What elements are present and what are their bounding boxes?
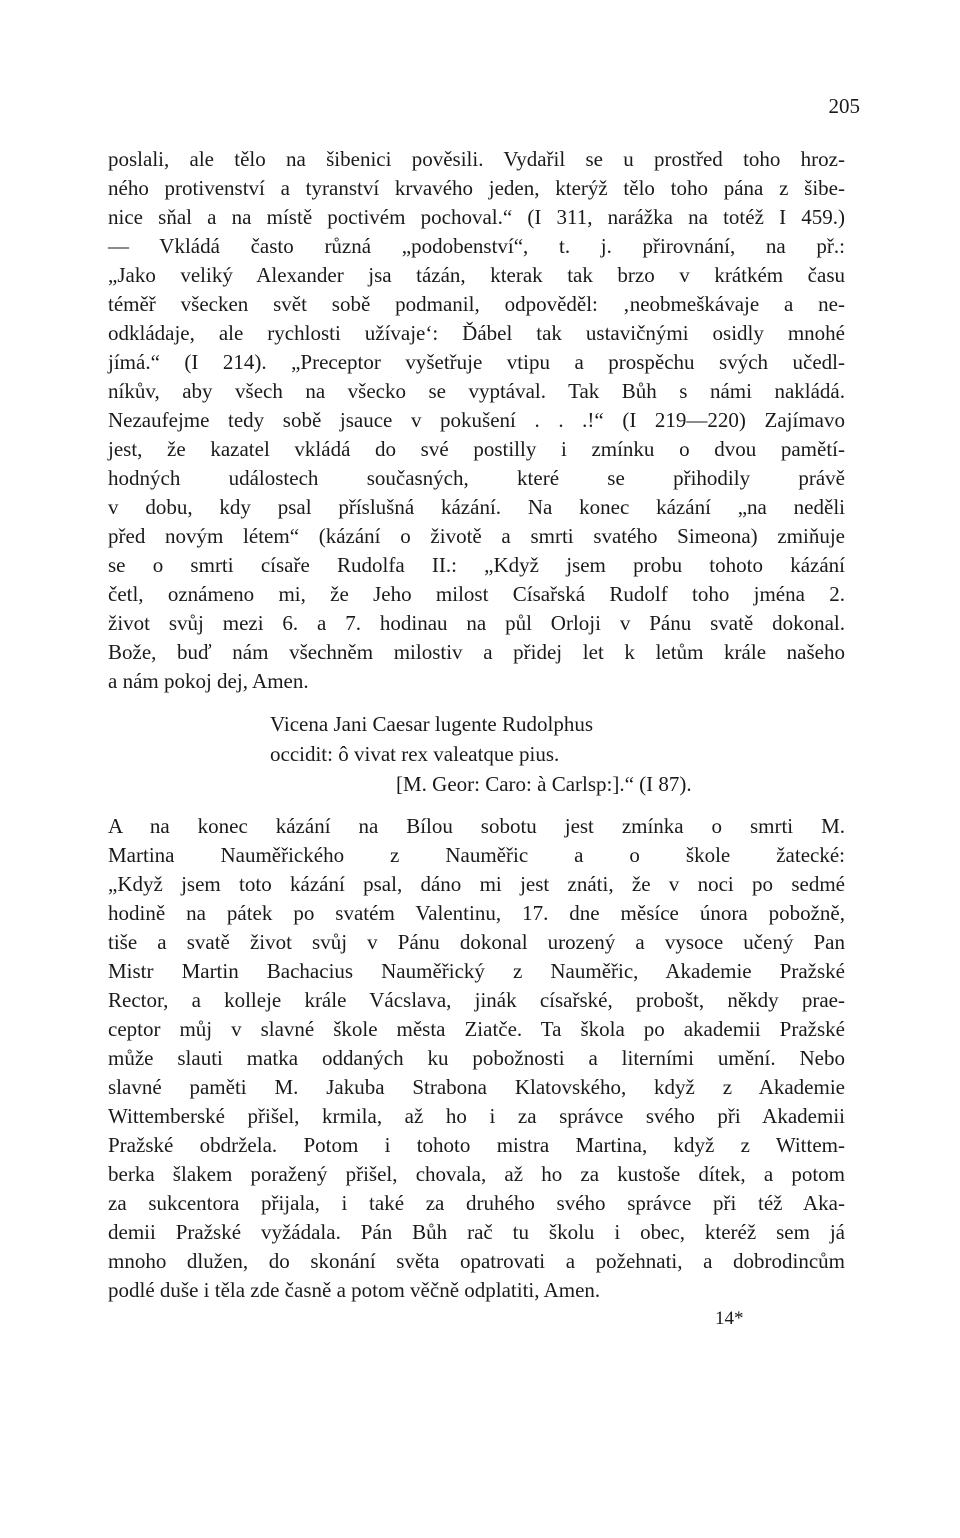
text-line: hodných událostech současných, které se přihodily právě (108, 466, 845, 490)
verse-line: occidit: ô vivat rex valeatque pius. (270, 742, 560, 766)
text-line: berka šlakem poražený přišel, chovala, až ho za kustoše dítek, a potom (108, 1162, 845, 1186)
latin-verse-quote (108, 709, 845, 799)
paragraph-1 (108, 145, 845, 696)
text-line: za sukcentora přijala, i také za druhého svého správce při též Aka- (108, 1191, 845, 1215)
text-line: tiše a svatě život svůj v Pánu dokonal urozený a vysoce učený Pan (108, 930, 845, 954)
text-line: Wittemberské přišel, krmila, až ho i za správce svého při Akademii (108, 1104, 845, 1128)
text-line: může slauti matka oddaných ku pobožnosti a literními umění. Nebo (108, 1046, 845, 1070)
text-line: život svůj mezi 6. a 7. hodinau na půl Orloji v Pánu svatě dokonal. (108, 611, 845, 635)
text-line: ného protivenství a tyranství krvavého jeden, kterýž tělo toho pána z šibe- (108, 176, 845, 200)
text-line: „Když jsem toto kázání psal, dáno mi jest znáti, že v noci po sedmé (108, 872, 845, 896)
text-line: A na konec kázání na Bílou sobotu jest zmínka o smrti M. (108, 814, 845, 838)
text-line: Rector, a kolleje krále Vácslava, jinák císařské, probošt, někdy prae- (108, 988, 845, 1012)
text-line: hodině na pátek po svatém Valentinu, 17. dne měsíce února pobožně, (108, 901, 845, 925)
text-line: demii Pražské vyžádala. Pán Bůh rač tu školu i obec, kteréž sem já (108, 1220, 845, 1244)
text-line: Nezaufejme tedy sobě jsauce v pokušení . . .!“ (I 219—220) Zajímavo (108, 408, 845, 432)
paragraph-2 (108, 812, 845, 1305)
text-line: a nám pokoj dej, Amen. (108, 669, 309, 693)
text-line: níkův, aby všech na všecko se vyptával. Tak Bůh s námi nakládá. (108, 379, 845, 403)
text-line: jímá.“ (I 214). „Preceptor vyšetřuje vtipu a prospěchu svých učedl- (108, 350, 845, 374)
text-line: odkládaje, ale rychlosti užívaje‘: Ďábel tak ustavičnými osidly mnohé (108, 321, 845, 345)
verse-attribution: [M. Geor: Caro: à Carlsp:].“ (I 87). (396, 772, 692, 796)
text-line: v dobu, kdy psal příslušná kázání. Na konec kázání „na neděli (108, 495, 845, 519)
text-line: ceptor můj v slavné škole města Ziatče. Ta škola po akademii Pražské (108, 1017, 845, 1041)
text-line: před novým létem“ (kázání o životě a smrti svatého Simeona) zmiňuje (108, 524, 845, 548)
text-line: poslali, ale tělo na šibenici pověsili. Vydařil se u prostřed toho hroz- (108, 147, 845, 171)
text-line: četl, oznámeno mi, že Jeho milost Císařská Rudolf toho jména 2. (108, 582, 845, 606)
text-line: Mistr Martin Bachacius Nauměřický z Nauměřic, Akademie Pražské (108, 959, 845, 983)
text-line: slavné paměti M. Jakuba Strabona Klatovského, když z Akademie (108, 1075, 845, 1099)
page-number: 205 (828, 94, 860, 118)
text-line: jest, že kazatel vkládá do své postilly i zmínku o dvou pamětí- (108, 437, 845, 461)
text-line: — Vkládá často různá „podobenství“, t. j. přirovnání, na př.: (108, 234, 845, 258)
text-line: podlé duše i těla zde časně a potom věčně odplatiti, Amen. (108, 1278, 601, 1302)
text-line: Martina Nauměřického z Nauměřic a o škole žatecké: (108, 843, 845, 867)
text-line: téměř všecken svět sobě podmanil, odpověděl: ‚neobmeškávaje a ne- (108, 292, 845, 316)
text-line: Bože, buď nám všechněm milostiv a přidej let k letům krále našeho (108, 640, 845, 664)
text-line: nice sňal a na místě poctivém pochoval.“ (I 311, narážka na totéž I 459.) (108, 205, 845, 229)
printer-signature-mark: 14* (715, 1308, 744, 1329)
text-line: mnoho dlužen, do skonání světa opatrovati a požehnati, a dobrodincům (108, 1249, 845, 1273)
text-line: „Jako veliký Alexander jsa tázán, kterak tak brzo v krátkém času (108, 263, 845, 287)
text-line: Pražské obdržela. Potom i tohoto mistra Martina, když z Wittem- (108, 1133, 845, 1157)
text-line: se o smrti císaře Rudolfa II.: „Když jsem probu tohoto kázání (108, 553, 845, 577)
verse-line: Vicena Jani Caesar lugente Rudolphus (270, 712, 593, 736)
